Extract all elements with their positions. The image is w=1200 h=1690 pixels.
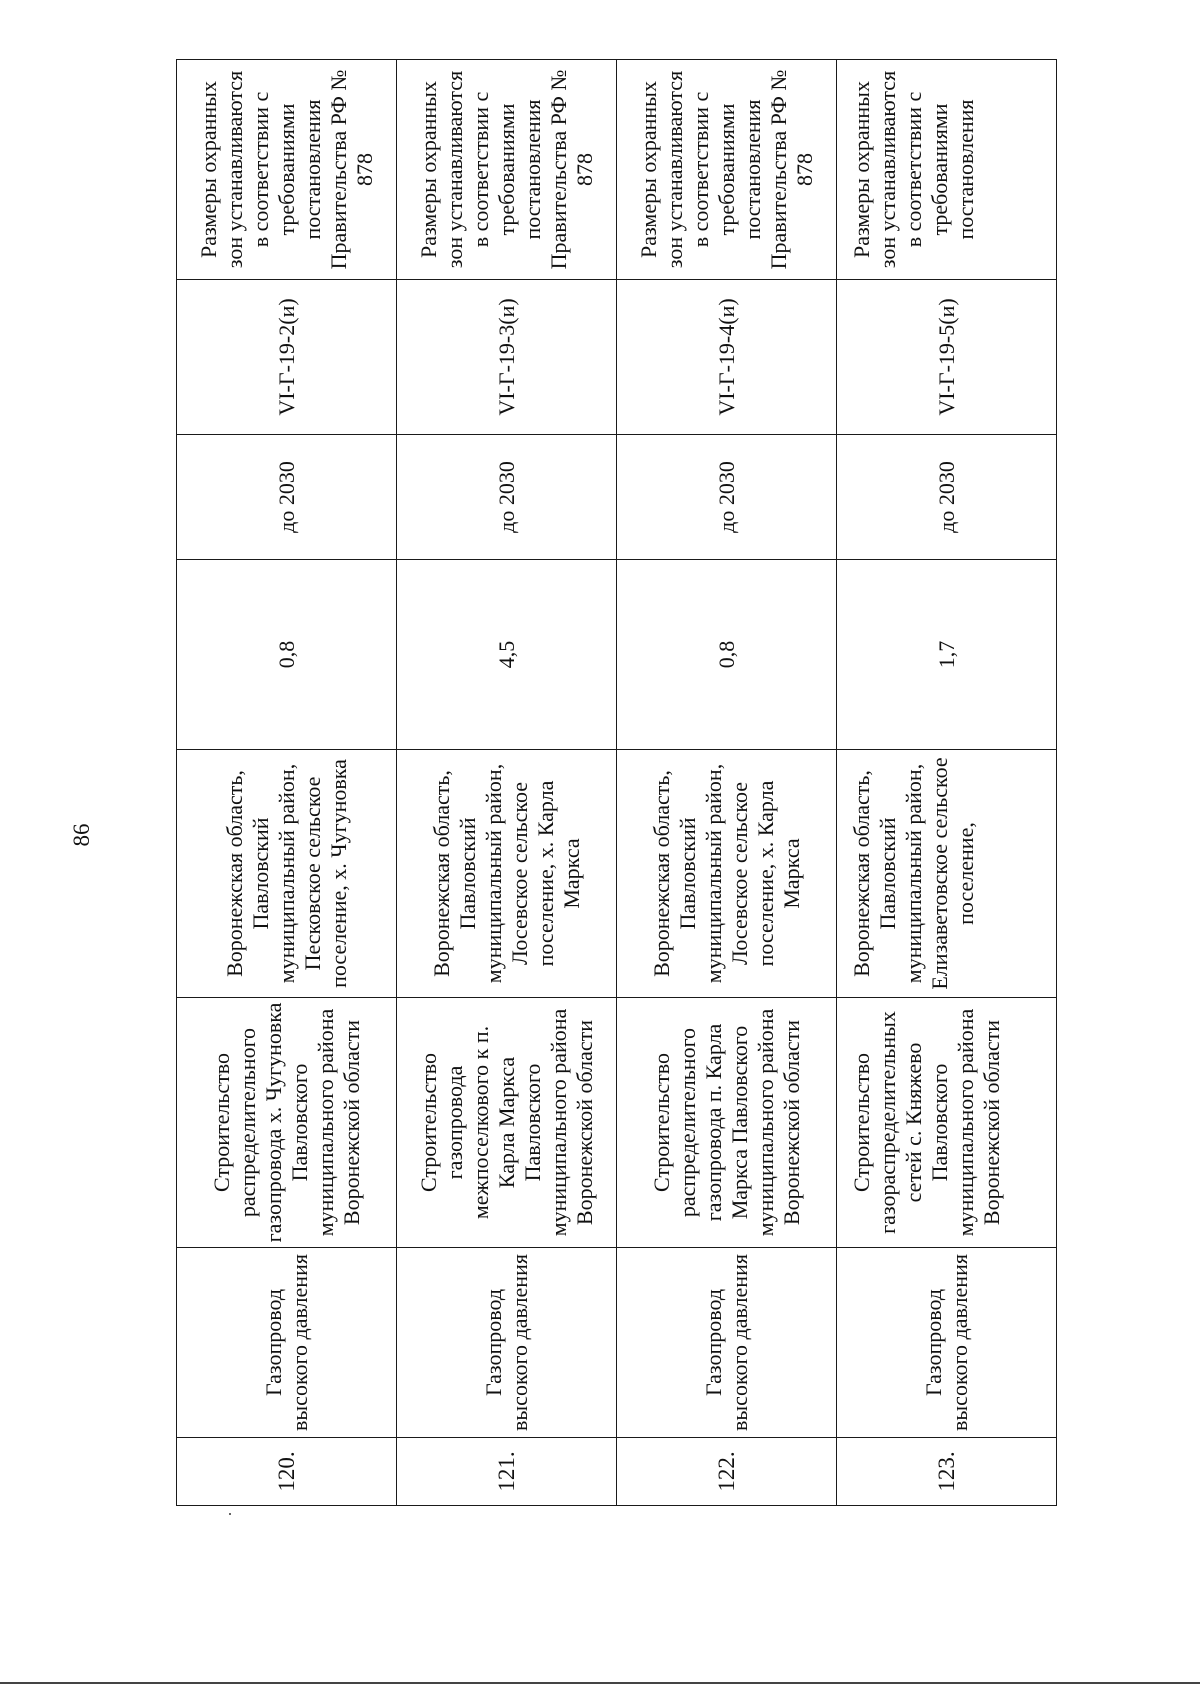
code-cell: VI-Г-19-3(и) [397, 280, 617, 435]
location-cell: Воронежская область, Павловский муниципальный район, Песковское сельское поселение, х. Чугуновка [177, 750, 397, 998]
code-cell: VI-Г-19-5(и) [837, 280, 1057, 435]
gas-pipeline-table [176, 59, 1057, 1506]
project-name-cell: Строительство распределительного газопровода п. Карла Маркса Павловского муниципального района Воронежской области [617, 998, 837, 1248]
row-number: 121. [397, 1438, 617, 1506]
term-cell: до 2030 [397, 435, 617, 560]
protection-zone-cell: Размеры охранных зон устанавливаются в соответствии с требованиями постановления Правительства РФ № 878 [617, 60, 837, 280]
table-row [177, 60, 397, 1506]
table-row [397, 60, 617, 1506]
length-cell: 1,7 [837, 560, 1057, 750]
table-row [617, 60, 837, 1506]
row-number: 120. [177, 1438, 397, 1506]
code-cell: VI-Г-19-4(и) [617, 280, 837, 435]
protection-zone-cell: Размеры охранных зон устанавливаются в соответствии с требованиями постановления Правительства РФ № 878 [177, 60, 397, 280]
location-cell: Воронежская область, Павловский муниципальный район, Лосевское сельское поселение, х. Карла Маркса [397, 750, 617, 998]
length-cell: 4,5 [397, 560, 617, 750]
row-number: 123. [837, 1438, 1057, 1506]
project-name-cell: Строительство газопровода межпоселкового к п. Карла Маркса Павловского муниципального района Воронежской области [397, 998, 617, 1248]
term-cell: до 2030 [617, 435, 837, 560]
rotated-table-container [176, 60, 1056, 1506]
scan-speck [229, 1513, 231, 1515]
object-type-cell: Газопровод высокого давления [837, 1248, 1057, 1438]
object-type-cell: Газопровод высокого давления [177, 1248, 397, 1438]
location-cell: Воронежская область, Павловский муниципальный район, Лосевское сельское поселение, х. Карла Маркса [617, 750, 837, 998]
location-cell: Воронежская область, Павловский муниципальный район, Елизаветовское сельское поселение, [837, 750, 1057, 998]
protection-zone-cell: Размеры охранных зон устанавливаются в соответствии с требованиями постановления Правительства РФ № 878 [397, 60, 617, 280]
row-number: 122. [617, 1438, 837, 1506]
bottom-scan-edge [0, 1682, 1200, 1684]
length-cell: 0,8 [177, 560, 397, 750]
project-name-cell: Строительство распределительного газопровода х. Чугуновка Павловского муниципального района Воронежской области [177, 998, 397, 1248]
protection-zone-cell: Размеры охранных зон устанавливаются в соответствии с требованиями постановления [837, 60, 1057, 280]
page-number: 86 [69, 823, 94, 847]
object-type-cell: Газопровод высокого давления [397, 1248, 617, 1438]
term-cell: до 2030 [837, 435, 1057, 560]
object-type-cell: Газопровод высокого давления [617, 1248, 837, 1438]
term-cell: до 2030 [177, 435, 397, 560]
length-cell: 0,8 [617, 560, 837, 750]
code-cell: VI-Г-19-2(и) [177, 280, 397, 435]
table-row [837, 60, 1057, 1506]
project-name-cell: Строительство газораспределительных сетей с. Княжево Павловского муниципального района Воронежской области [837, 998, 1057, 1248]
